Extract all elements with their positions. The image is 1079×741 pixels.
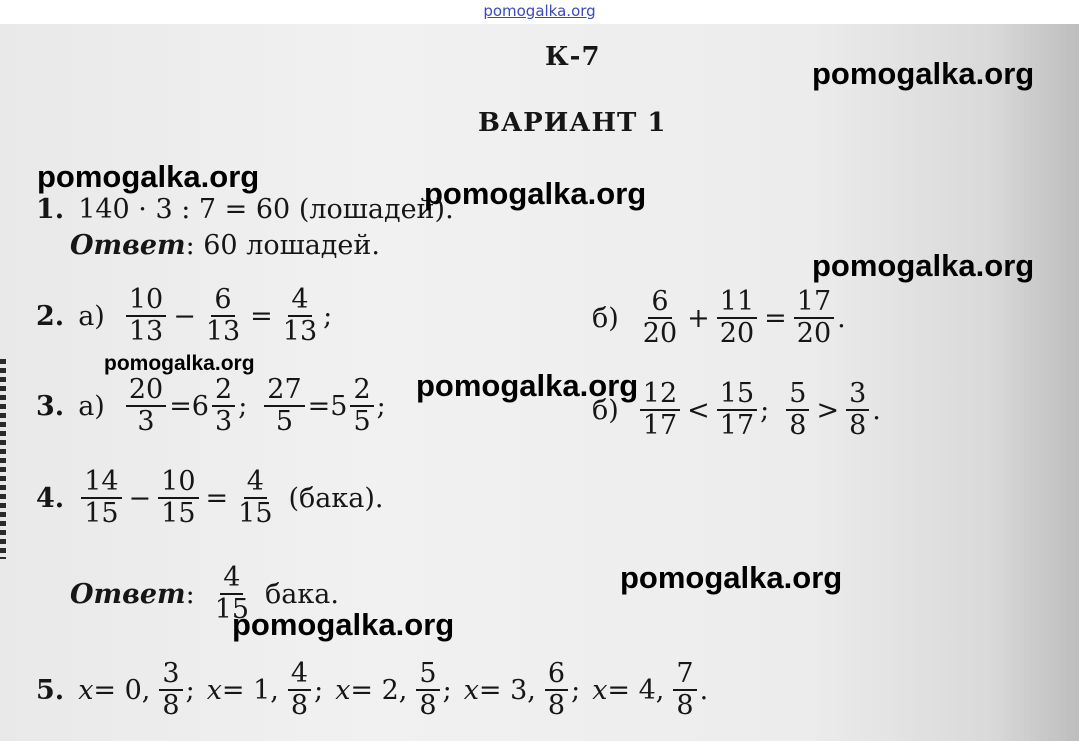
fraction: $\frac{3}{8}$ bbox=[846, 380, 869, 441]
fraction: $\frac{6}{13}$ bbox=[205, 284, 241, 348]
answer-unit: бака. bbox=[265, 578, 339, 610]
fraction: $\frac{4}{15}$ bbox=[214, 562, 250, 626]
problem-1-answer bbox=[70, 230, 380, 261]
header-site-link[interactable]: pomogalka.org bbox=[483, 2, 596, 20]
fraction: $\frac{5}{8}$ bbox=[786, 380, 809, 441]
fraction: $\frac{27}{5}$ bbox=[264, 376, 304, 437]
problem-number: 1. bbox=[36, 194, 65, 225]
fraction: $\frac{11}{20}$ bbox=[717, 288, 757, 349]
part-label: а) bbox=[78, 300, 105, 332]
fraction: $\frac{5}{8}$ bbox=[416, 660, 439, 721]
test-code: К-7 bbox=[545, 42, 601, 72]
problem-3b: б) $\frac{12}{17}$ < $\frac{15}{17}$ ; $\frac{5}{8}$ > $\frac{3}{8}$ . bbox=[592, 378, 881, 442]
watermark: pomogalka.org bbox=[424, 176, 647, 211]
fraction: $\frac{12}{17}$ bbox=[640, 380, 680, 441]
fraction: $\frac{15}{17}$ bbox=[717, 380, 757, 441]
variant-title: ВАРИАНТ 1 bbox=[478, 108, 667, 138]
fraction: $\frac{4}{13}$ bbox=[282, 284, 318, 348]
scanned-page bbox=[0, 24, 1079, 741]
part-label: а) bbox=[78, 390, 105, 422]
fraction: $\frac{6}{8}$ bbox=[545, 660, 568, 721]
problem-number: 5. bbox=[36, 674, 65, 706]
fraction: $\frac{10}{15}$ bbox=[158, 468, 198, 529]
binding-edge bbox=[0, 359, 6, 559]
watermark: pomogalka.org bbox=[37, 159, 260, 194]
answer-text: : 60 лошадей. bbox=[185, 230, 380, 261]
fraction: $\frac{17}{20}$ bbox=[794, 288, 834, 349]
fraction: $\frac{20}{3}$ bbox=[126, 376, 166, 437]
fraction: $\frac{14}{15}$ bbox=[81, 468, 121, 529]
problem-4: 4. $\frac{14}{15}$ − $\frac{10}{15}$ = $\frac{4}{15}$ (бака). bbox=[36, 466, 384, 530]
problem-2b: б) $\frac{6}{20}$ + $\frac{11}{20}$ = $\frac{17}{20}$ . bbox=[592, 286, 846, 350]
fraction: $\frac{10}{13}$ bbox=[126, 286, 166, 347]
problem-2a: 2. а) $\frac{10}{13}$ − $\frac{6}{13}$ = $\frac{4}{13}$ ; bbox=[36, 284, 333, 348]
fraction: $\frac{4}{8}$ bbox=[288, 660, 311, 721]
problem-3a: 3. а) $\frac{20}{3}$ =6 $\frac{2}{3}$ ; $\frac{27}{5}$ =5 $\frac{2}{5}$ ; bbox=[36, 374, 386, 438]
fraction: $\frac{3}{8}$ bbox=[159, 660, 182, 721]
problem-1 bbox=[36, 194, 454, 225]
problem-number: 4. bbox=[36, 482, 65, 514]
answer-label: Ответ bbox=[70, 230, 186, 261]
watermark: pomogalka.org bbox=[416, 368, 639, 403]
answer-label: Ответ bbox=[70, 578, 186, 610]
fraction: $\frac{2}{5}$ bbox=[350, 376, 373, 437]
problem-number: 2. bbox=[36, 300, 65, 332]
watermark: pomogalka.org bbox=[232, 607, 455, 642]
watermark: pomogalka.org bbox=[812, 248, 1035, 283]
problem-4-answer: Ответ : $\frac{4}{15}$ бака. bbox=[70, 562, 339, 626]
watermark: pomogalka.org bbox=[104, 352, 255, 375]
watermark: pomogalka.org bbox=[620, 560, 843, 595]
problem-5: 5. x = 0, $\frac{3}{8}$ ; x = 1, $\frac{4}{8}$ ; x = 2, $\frac{5}{8}$ ; x = 3, $\frac{6}{8}$ ; x = 4, $\frac{7}{8}$ . bbox=[36, 658, 709, 722]
fraction: $\frac{4}{15}$ bbox=[238, 466, 273, 530]
part-label: б) bbox=[592, 394, 619, 426]
fraction: $\frac{7}{8}$ bbox=[673, 660, 696, 721]
fraction: $\frac{6}{20}$ bbox=[642, 286, 678, 350]
fraction: $\frac{2}{3}$ bbox=[212, 376, 235, 437]
problem-1-expression: 140 · 3 : 7 = 60 (лошадей). bbox=[78, 194, 454, 225]
watermark: pomogalka.org bbox=[812, 56, 1035, 91]
unit-text: (бака). bbox=[288, 482, 384, 514]
part-label: б) bbox=[592, 302, 619, 334]
problem-number: 3. bbox=[36, 390, 65, 422]
